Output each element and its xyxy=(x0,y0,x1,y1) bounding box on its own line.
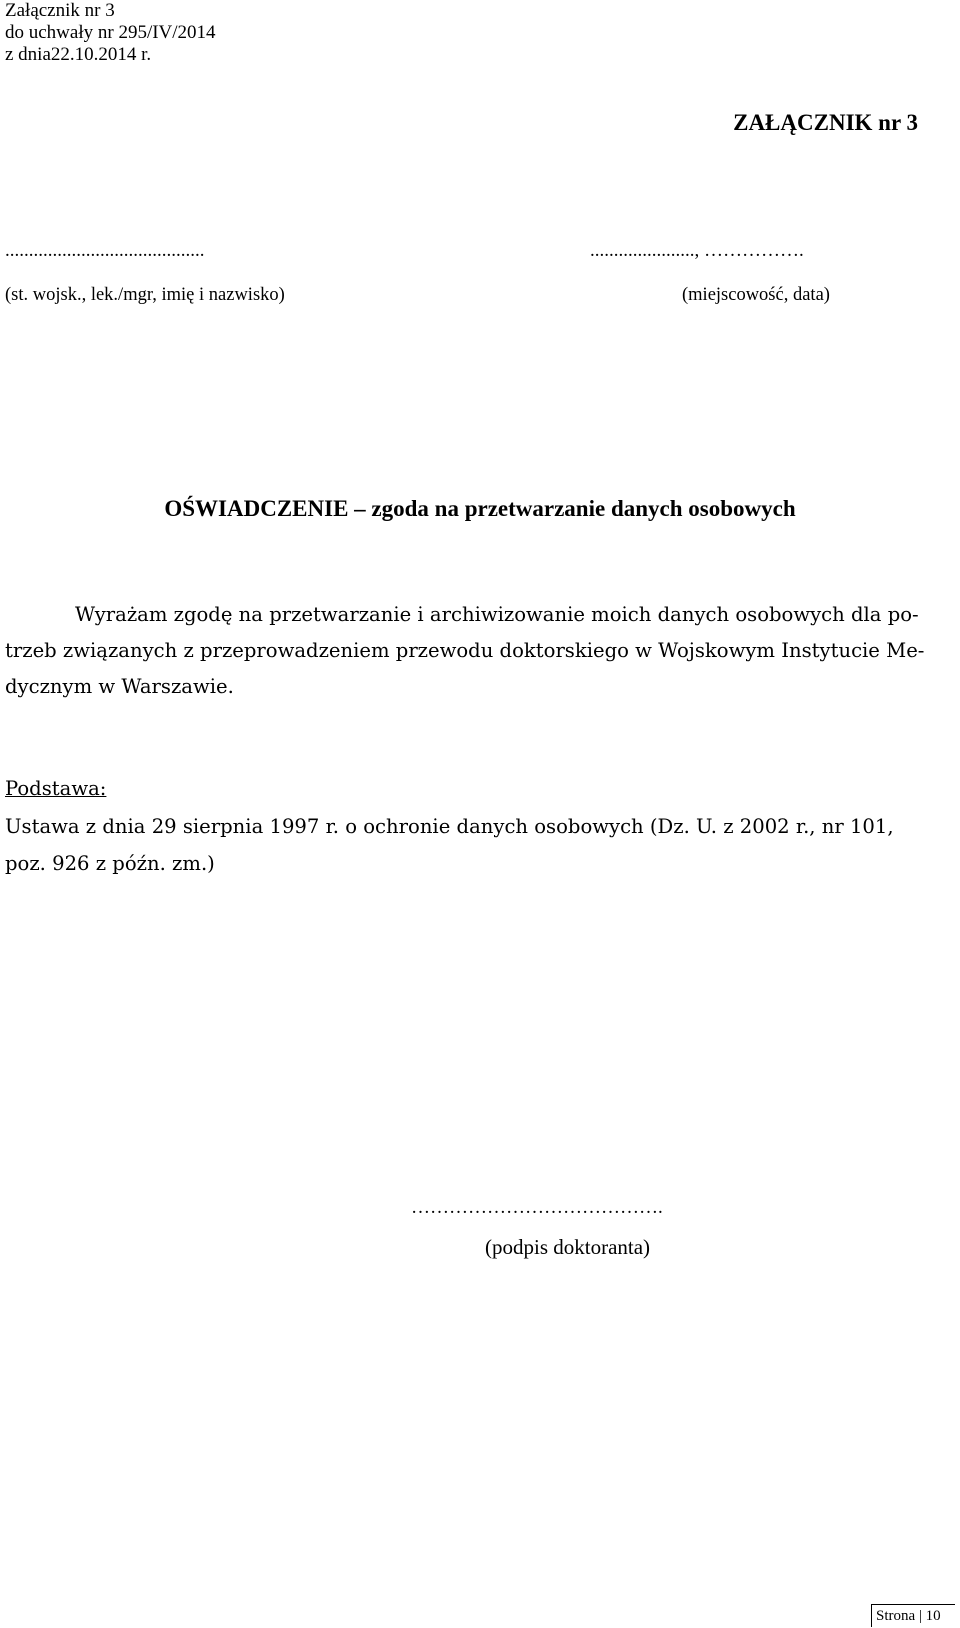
header-line-1: Załącznik nr 3 xyxy=(5,0,115,21)
signature-fill-line: …………………………………. xyxy=(411,1197,663,1218)
header-line-2: do uchwały nr 295/IV/2014 xyxy=(5,22,216,43)
signature-caption: (podpis doktoranta) xyxy=(485,1235,651,1259)
statement-title: OŚWIADCZENIE – zgoda na przetwarzanie danych osobowych xyxy=(164,496,796,521)
header-line-3: z dnia22.10.2014 r. xyxy=(5,44,152,65)
basis-label: Podstawa: xyxy=(5,777,107,800)
consent-line-2: trzeb związanych z przeprowadzeniem przewodu doktorskiego w Wojskowym Instytucie Me- xyxy=(5,639,925,662)
basis-line-1: Ustawa z dnia 29 sierpnia 1997 r. o ochronie danych osobowych (Dz. U. z 2002 r., nr 101, xyxy=(5,815,894,838)
consent-line-3: dycznym w Warszawie. xyxy=(5,675,234,698)
place-date-fill-line: ......................, ……………. xyxy=(590,240,804,261)
attachment-title: ZAŁĄCZNIK nr 3 xyxy=(733,110,918,135)
name-fill-line: .......................................... xyxy=(5,240,205,261)
page-number: Strona | 10 xyxy=(871,1604,955,1627)
place-date-caption: (miejscowość, data) xyxy=(682,285,830,305)
consent-line-1: Wyrażam zgodę na przetwarzanie i archiwizowanie moich danych osobowych dla po- xyxy=(75,603,919,626)
basis-line-2: poz. 926 z późn. zm.) xyxy=(5,852,215,875)
name-caption: (st. wojsk., lek./mgr, imię i nazwisko) xyxy=(5,285,285,305)
